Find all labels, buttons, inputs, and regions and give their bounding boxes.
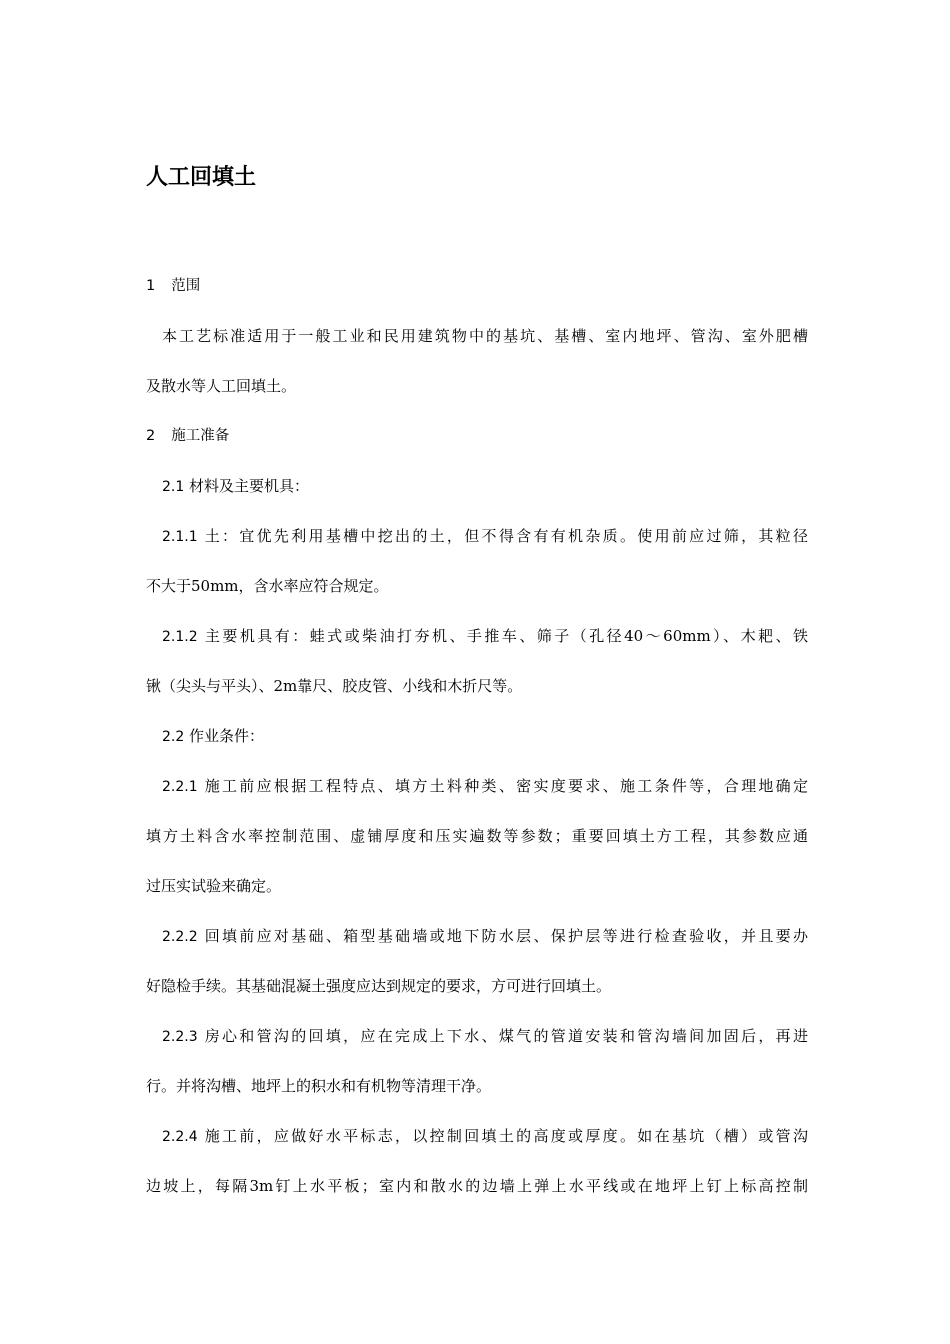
paragraph-line: 过压实试验来确定。 <box>146 877 282 895</box>
subsection-heading <box>162 474 808 499</box>
clause-number: 2.1.1 <box>162 529 198 545</box>
subsection-heading <box>162 724 808 749</box>
section-heading-2 <box>146 424 808 448</box>
paragraph-line: 锹（尖头与平头）、2m靠尺、胶皮管、小线和木折尺等。 <box>146 677 523 695</box>
section-number: 2 <box>146 428 156 444</box>
clause-text: 土：宜优先利用基槽中挖出的土，但不得含有有机杂质。使用前应过筛，其粒径 <box>204 527 808 545</box>
section-title: 范围 <box>171 278 201 294</box>
paragraph-line: 好隐检手续。其基础混凝土强度应达到规定的要求，方可进行回填土。 <box>146 977 612 995</box>
clause-line <box>162 924 808 949</box>
clause-text: 房心和管沟的回填，应在完成上下水、煤气的管道安装和管沟墙间加固后，再进 <box>204 1027 808 1045</box>
clause-line <box>162 1124 808 1149</box>
clause-number: 2.2.1 <box>162 779 198 795</box>
clause-text: 回填前应对基础、箱型基础墙或地下防水层、保护层等进行检查验收，并且要办 <box>204 927 808 945</box>
clause-line <box>162 524 808 549</box>
clause-line <box>162 774 808 799</box>
clause-line <box>162 1024 808 1049</box>
section-title: 施工准备 <box>171 428 230 444</box>
clause-text: 施工前应根据工程特点、填方土料种类、密实度要求、施工条件等，合理地确定 <box>204 777 808 795</box>
section-number: 1 <box>146 278 156 294</box>
clause-number: 2.1 <box>162 479 185 495</box>
paragraph-line: 不大于50mm，含水率应符合规定。 <box>146 577 389 595</box>
clause-text: 主要机具有：蛙式或柴油打夯机、手推车、筛子（孔径40～60mm）、木耙、铁 <box>204 627 808 645</box>
clause-text: 作业条件： <box>189 727 265 745</box>
clause-number: 2.2 <box>162 729 185 745</box>
paragraph-line: 填方土料含水率控制范围、虚铺厚度和压实遍数等参数；重要回填土方工程，其参数应通 <box>146 827 808 845</box>
clause-number: 2.1.2 <box>162 629 198 645</box>
paragraph-line: 及散水等人工回填土。 <box>146 377 297 395</box>
clause-line <box>162 624 808 649</box>
paragraph-line: 行。并将沟槽、地坪上的积水和有机物等清理干净。 <box>146 1077 492 1095</box>
clause-text: 施工前，应做好水平标志，以控制回填土的高度或厚度。如在基坑（槽）或管沟 <box>204 1127 808 1145</box>
section-heading-1 <box>146 274 808 298</box>
clause-number: 2.2.2 <box>162 929 198 945</box>
document-title: 人工回填土 <box>146 165 257 190</box>
clause-number: 2.2.3 <box>162 1029 198 1045</box>
paragraph-line: 本工艺标准适用于一般工业和民用建筑物中的基坑、基槽、室内地坪、管沟、室外肥槽 <box>162 327 808 345</box>
clause-text: 材料及主要机具： <box>189 477 310 495</box>
clause-number: 2.2.4 <box>162 1129 198 1145</box>
paragraph-line: 边坡上，每隔3m钉上水平板；室内和散水的边墙上弹上水平线或在地坪上钉上标高控制 <box>146 1177 808 1195</box>
